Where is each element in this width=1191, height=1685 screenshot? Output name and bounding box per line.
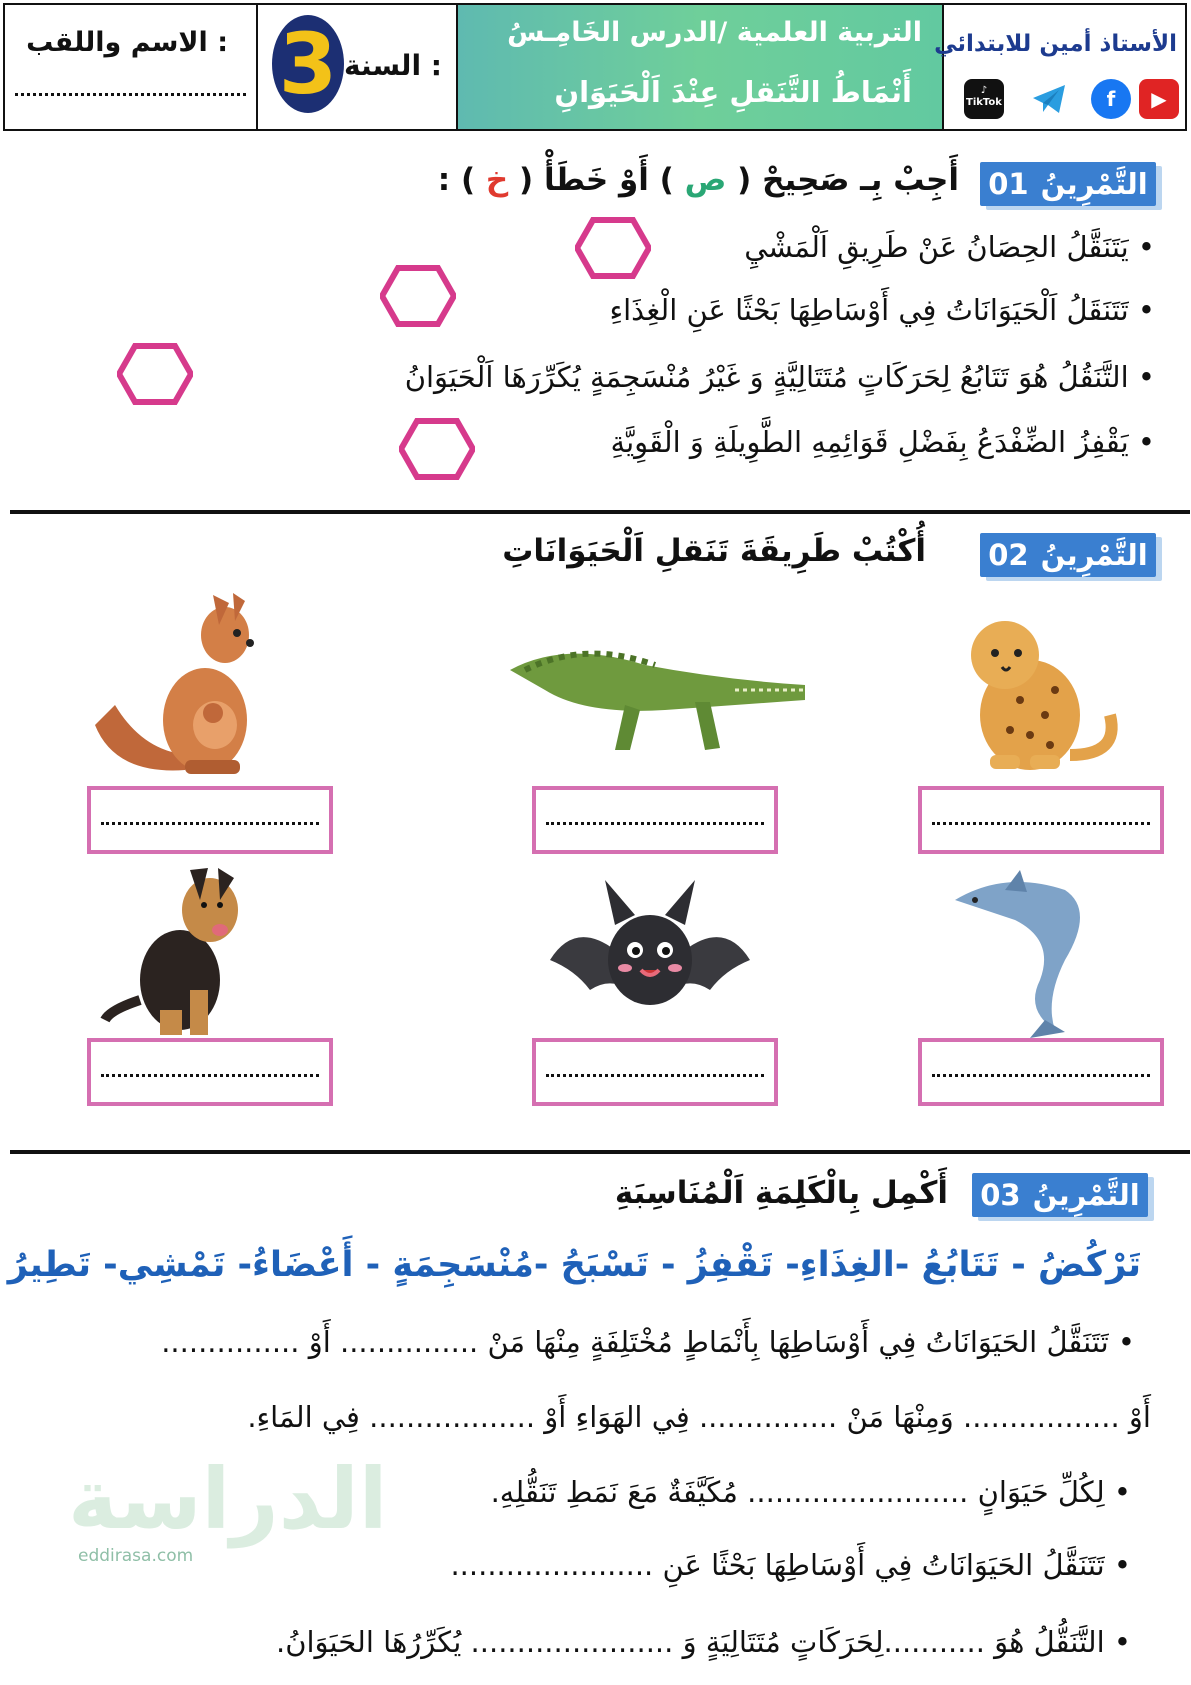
tf-item-text: التَّنَقُلُ هُوَ تَتَابُعُ لِحَرَكَاتٍ مُتَتَالِيَّةٍ وَ غَيْرُ مُنْسَجِمَةٍ يُكَرِّرَهَا اَلْحَيَوَانُ — [404, 360, 1129, 394]
brand-name: الأستاذ أمين للابتدائي — [934, 31, 1177, 57]
exercise-2-instruction: أُكْتُبْ طَرِيقَةَ تَنَقلِ اَلْحَيَوَانَاتِ — [502, 533, 926, 569]
crocodile-image — [505, 610, 815, 770]
tf-item-4: • يَقْفِزُ الضِّفْدَعُ بِفَضْلِ قَوَائِمِهِ الطَّوِيلَةِ وَ الْقَوِيَّةِ — [610, 425, 1155, 459]
exercise-2-number: 02 — [988, 538, 1029, 572]
dog-image — [100, 860, 260, 1040]
instruction-part-b: ) أَوْ خَطَأْ ( — [519, 162, 674, 198]
name-label: الاسم واللقب : — [26, 27, 228, 58]
kangaroo-image — [85, 585, 265, 785]
answer-box[interactable] — [532, 786, 778, 854]
exercise-3-instruction: أَكْمِل بِالْكَلِمَةِ اَلْمُنَاسِبَةِ — [614, 1175, 948, 1211]
word-bank: تَرْكُضُ - تَتَابُعُ -الغِذَاءِ- تَقْفِزُ - تَسْبَحُ -مُنْسَجِمَةٍ - أَعْضَاءُ- تَمْشِي- تَطِيرُ — [7, 1245, 1141, 1285]
youtube-icon[interactable]: ▶ — [1139, 79, 1179, 119]
tiktok-icon[interactable]: ♪ TikTok — [964, 79, 1004, 119]
answer-hexagon[interactable] — [380, 264, 456, 328]
section-divider — [10, 510, 1190, 514]
instruction-part-c: ) : — [437, 162, 476, 198]
facebook-icon[interactable]: f — [1091, 79, 1131, 119]
fill-line-2 — [247, 1400, 1151, 1434]
answer-line — [932, 1074, 1150, 1077]
year-cell — [258, 5, 458, 129]
title-cell — [458, 5, 944, 129]
fill-line-5: • التَّنَقُّلُ هُوَ ...........لِحَرَكَاتٍ مُتَتَالِيَةٍ وَ ...................... يُكَرِّرُهَا الحَيَوَانُ. — [275, 1625, 1131, 1659]
brand-cell — [934, 5, 1185, 129]
tf-item-text: تَتَنَقَلُ اَلْحَيَوَانَاتُ فِي أَوْسَاطِهَا بَحْثًا عَنِ الْغِذَاءِ — [609, 293, 1129, 327]
answer-box[interactable] — [918, 786, 1164, 854]
answer-hexagon[interactable] — [399, 417, 475, 481]
correct-letter: ص — [684, 162, 727, 198]
answer-line — [546, 822, 764, 825]
answer-box[interactable] — [918, 1038, 1164, 1106]
exercise-2-word: التَّمْرِينُ — [1040, 538, 1148, 572]
lesson-title: أَنْمَاطُ التَّنَقلِ عِنْدَ اَلْحَيَوَانِ — [554, 75, 912, 109]
tiktok-label: TikTok — [966, 97, 1002, 108]
exercise-3-number: 03 — [980, 1178, 1021, 1212]
dolphin-image — [945, 870, 1105, 1040]
watermark-text: الدراسة — [68, 1450, 388, 1548]
fill-text: أَوْ ................. وَمِنْهَا مَنْ ............... فِي الهَوَاءِ أَوْ .................. فِي المَاءِ. — [247, 1400, 1151, 1434]
telegram-icon[interactable] — [1029, 79, 1069, 119]
subject-title: التربية العلمية /الدرس الخَامِـسُ — [507, 17, 922, 48]
fill-text: تَتَنَقَّلُ الحَيَوَانَاتُ فِي أَوْسَاطِهَا بِأَنْمَاطٍ مُخْتَلِفَةٍ مِنْهَا مَنْ ............... أَوْ ............... — [161, 1325, 1109, 1359]
exercise-2-badge — [980, 533, 1156, 577]
name-cell — [5, 5, 258, 129]
tf-item-1: • يَتَنَقَّلُ الحِصَانُ عَنْ طَرِيقِ اَلْمَشْيِ — [744, 230, 1155, 264]
answer-line — [101, 1074, 319, 1077]
instruction-part-a: أَجِبْ بِـ صَحِيحْ ( — [737, 162, 959, 198]
fill-text: لِكُلِّ حَيَوَانٍ ........................ مُكَيَّفَةٌ مَعَ نَمَطِ تَنَقُّلِهِ. — [490, 1475, 1105, 1509]
watermark-url: eddirasa.com — [78, 1546, 194, 1566]
name-field[interactable] — [15, 93, 246, 96]
answer-box[interactable] — [87, 786, 333, 854]
fill-text: تَتَنَقَّلُ الحَيَوَانَاتُ فِي أَوْسَاطِهَا بَحْثًا عَنِ ...................... — [450, 1548, 1105, 1582]
answer-line — [932, 822, 1150, 825]
grade-number-badge: 3 — [272, 15, 344, 113]
answer-hexagon[interactable] — [117, 342, 193, 406]
fill-line-3: • لِكُلِّ حَيَوَانٍ ........................ مُكَيَّفَةٌ مَعَ نَمَطِ تَنَقُّلِهِ. — [490, 1475, 1131, 1509]
tf-item-text: يَتَنَقَّلُ الحِصَانُ عَنْ طَرِيقِ اَلْمَشْيِ — [744, 230, 1129, 264]
exercise-3-word: التَّمْرِينُ — [1032, 1178, 1140, 1212]
tf-item-2: • تَتَنَقَلُ اَلْحَيَوَانَاتُ فِي أَوْسَاطِهَا بَحْثًا عَنِ الْغِذَاءِ — [609, 293, 1155, 327]
exercise-1-badge — [980, 162, 1156, 206]
exercise-1-word: التَّمْرِينُ — [1040, 167, 1148, 201]
tf-item-3: • التَّنَقُلُ هُوَ تَتَابُعُ لِحَرَكَاتٍ مُتَتَالِيَّةٍ وَ غَيْرُ مُنْسَجِمَةٍ يُكَرِّرَهَا اَلْحَيَوَانُ — [404, 360, 1155, 394]
year-label: السنة : — [344, 49, 442, 82]
wrong-letter: خ — [485, 162, 509, 198]
cheetah-image — [950, 605, 1130, 775]
answer-hexagon[interactable] — [575, 216, 651, 280]
section-divider — [10, 1150, 1190, 1154]
answer-box[interactable] — [87, 1038, 333, 1106]
answer-line — [546, 1074, 764, 1077]
fill-line-1: • تَتَنَقَّلُ الحَيَوَانَاتُ فِي أَوْسَاطِهَا بِأَنْمَاطٍ مُخْتَلِفَةٍ مِنْهَا مَنْ ............... أَوْ ............... — [161, 1325, 1135, 1359]
watermark-logo — [68, 1450, 388, 1548]
exercise-1-number: 01 — [988, 167, 1029, 201]
worksheet-header — [3, 3, 1187, 131]
answer-line — [101, 822, 319, 825]
bat-image — [545, 870, 755, 1030]
tf-item-text: يَقْفِزُ الضِّفْدَعُ بِفَضْلِ قَوَائِمِهِ الطَّوِيلَةِ وَ الْقَوِيَّةِ — [610, 425, 1129, 459]
answer-box[interactable] — [532, 1038, 778, 1106]
fill-line-4: • تَتَنَقَّلُ الحَيَوَانَاتُ فِي أَوْسَاطِهَا بَحْثًا عَنِ ...................... — [450, 1548, 1131, 1582]
fill-text: التَّنَقُّلُ هُوَ ...........لِحَرَكَاتٍ مُتَتَالِيَةٍ وَ ...................... يُكَرِّرُهَا الحَيَوَانُ. — [275, 1625, 1105, 1659]
exercise-3-badge — [972, 1173, 1148, 1217]
exercise-1-instruction — [438, 162, 959, 198]
